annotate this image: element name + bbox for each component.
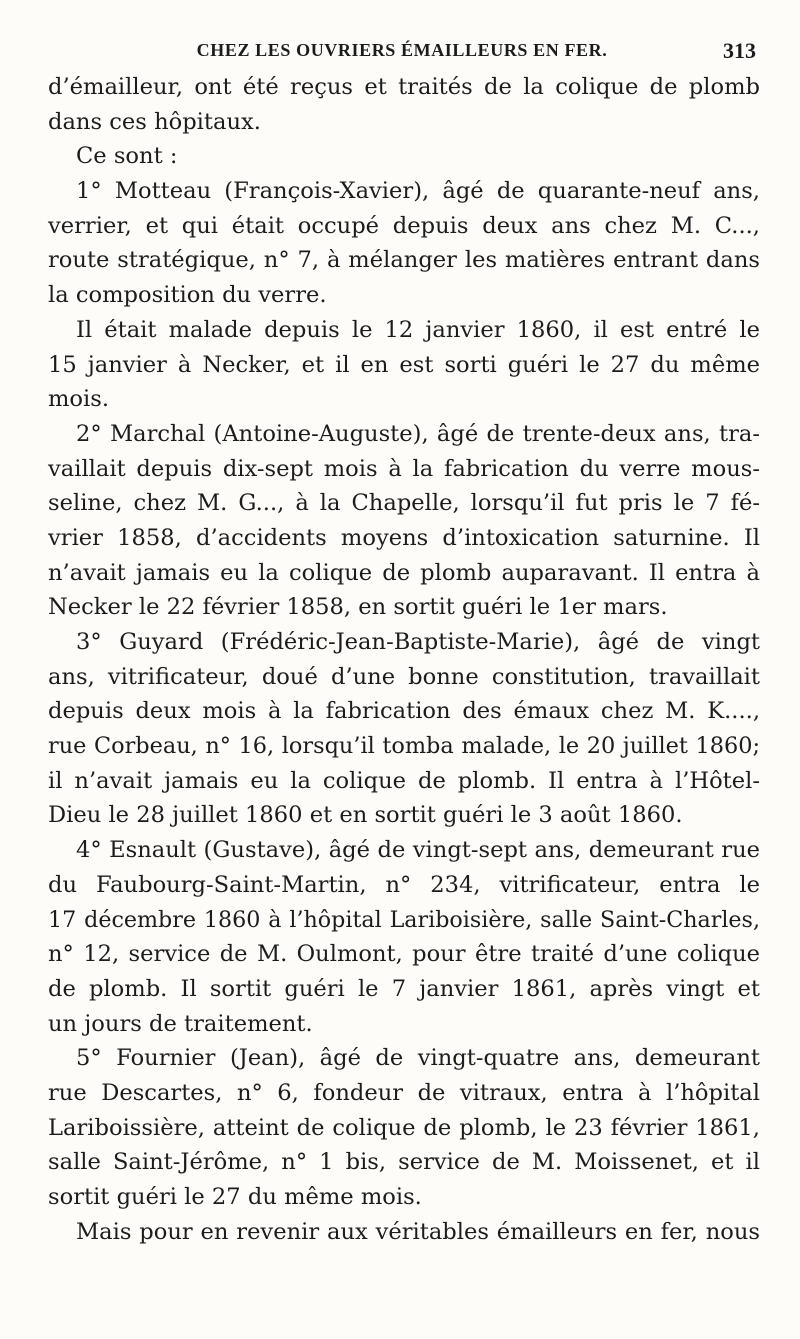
text-line: mois. — [48, 386, 110, 413]
text-line: 1° Motteau (François-Xavier), âgé de quarante-neuf ans, — [76, 178, 760, 205]
body-text — [48, 70, 760, 1249]
text-line: salle Saint-Jérôme, n° 1 bis, service de M. Moissenet, et il — [48, 1149, 760, 1176]
text-line: vrier 1858, d’accidents moyens d’intoxication saturnine. Il — [48, 524, 760, 551]
text-line: Necker le 22 février 1858, en sortit guéri le 1er mars. — [48, 594, 668, 621]
text-line: 3° Guyard (Frédéric-Jean-Baptiste-Marie), âgé de vingt — [76, 629, 760, 655]
text-line: verrier, et qui était occupé depuis deux ans chez M. C..., — [48, 212, 760, 239]
text-line: n’avait jamais eu la colique de plomb auparavant. Il entra à — [48, 559, 760, 586]
text-line: de plomb. Il sortit guéri le 7 janvier 1861, après vingt et — [48, 975, 760, 1002]
text-line: Mais pour en revenir aux véritables émailleurs en fer, nous — [76, 1218, 760, 1245]
text-line: route stratégique, n° 7, à mélanger les matières entrant dans — [48, 247, 760, 274]
text-line: dans ces hôpitaux. — [48, 108, 261, 135]
text-line: Il était malade depuis le 12 janvier 1860, il est entré le — [76, 316, 760, 343]
text-line: il n’avait jamais eu la colique de plomb. Il entra à l’Hôtel- — [48, 767, 760, 794]
text-line: vaillait depuis dix-sept mois à la fabrication du verre mous- — [48, 455, 760, 482]
text-line: un jours de traitement. — [48, 1010, 313, 1037]
text-line: rue Corbeau, n° 16, lorsqu’il tomba malade, le 20 juillet 1860; — [48, 733, 760, 760]
text-line: 15 janvier à Necker, et il en est sorti guéri le 27 du même — [48, 351, 760, 378]
text-line: 5° Fournier (Jean), âgé de vingt-quatre ans, demeurant — [76, 1045, 760, 1072]
text-line: 17 décembre 1860 à l’hôpital Lariboisière, salle Saint-Charles, — [48, 906, 760, 933]
text-line: Lariboissière, atteint de colique de plomb, le 23 février 1861, — [48, 1114, 760, 1141]
text-line: depuis deux mois à la fabrication des émaux chez M. K...., — [48, 698, 760, 725]
text-line: la composition du verre. — [48, 282, 327, 309]
text-line: seline, chez M. G..., à la Chapelle, lorsqu’il fut pris le 7 fé- — [48, 490, 760, 517]
text-line: rue Descartes, n° 6, fondeur de vitraux, entra à l’hôpital — [48, 1079, 760, 1106]
text-line: du Faubourg-Saint-Martin, n° 234, vitrificateur, entra le — [48, 871, 760, 898]
text-line: n° 12, service de M. Oulmont, pour être traité d’une colique — [48, 941, 760, 968]
text-line: 2° Marchal (Antoine-Auguste), âgé de trente-deux ans, tra- — [76, 420, 760, 447]
text-line: Dieu le 28 juillet 1860 et en sortit guéri le 3 août 1860. — [48, 802, 683, 829]
text-line: ans, vitrificateur, doué d’une bonne constitution, travaillait — [48, 663, 760, 690]
running-head: CHEZ LES OUVRIERS ÉMAILLEURS EN FER. — [196, 40, 608, 60]
text-line: Ce sont : — [76, 143, 178, 170]
text-line: d’émailleur, ont été reçus et traités de la colique de plomb — [48, 74, 760, 100]
text-line: 4° Esnault (Gustave), âgé de vingt-sept ans, demeurant rue — [76, 837, 760, 864]
page-number: 313 — [723, 38, 756, 63]
text-line: sortit guéri le 27 du même mois. — [48, 1184, 422, 1210]
page-header — [48, 40, 756, 70]
